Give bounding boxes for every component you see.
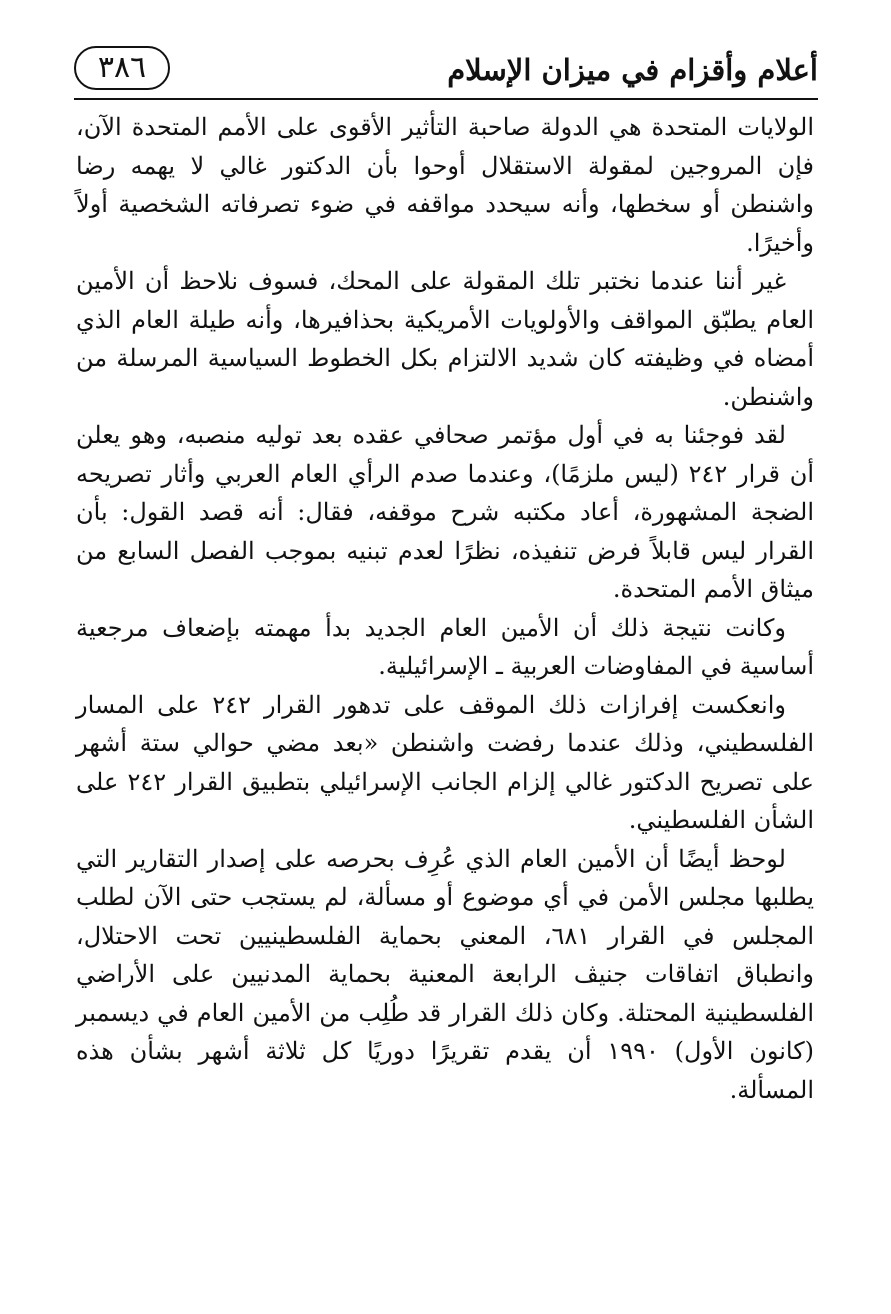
paragraph-3: لقد فوجئنا به في أول مؤتمر صحافي عقده بعد توليه منصبه، وهو يعلن أن قرار ٢٤٢ (ليس ملزمًا)، وعندما صدم الرأي العام العربي وأثار تصريحه الضجة المشهورة، أعاد مكتبه شرح موقفه، فقال: أنه قصد القول: بأن القرار ليس قابلاً فرض تنفيذه، نظرًا لعدم تبنيه بموجب الفصل السابع من ميثاق الأمم المتحدة. — [76, 421, 814, 603]
header-divider — [74, 98, 818, 100]
paragraph-2: غير أننا عندما نختبر تلك المقولة على المحك، فسوف نلاحظ أن الأمين العام يطبّق المواقف والأولويات الأمريكية بحذافيرها، وأنه طيلة العام الذي أمضاه في وظيفته كان شديد الالتزام بكل الخطوط السياسية المرسلة من واشنطن. — [76, 267, 814, 411]
paragraph-1: الولايات المتحدة هي الدولة صاحبة التأثير الأقوى على الأمم المتحدة الآن، فإن المروجين لمقولة الاستقلال أوحوا بأن الدكتور غالي لا يهمه رضا واشنطن أو سخطها، وأنه سيحدد مواقفه في ضوء تصرفاته الشخصية أولاً وأخيرًا. — [76, 113, 814, 257]
running-title: أعلام وأقزام في ميزان الإسلام — [447, 53, 818, 87]
paragraph-5: وانعكست إفرازات ذلك الموقف على تدهور القرار ٢٤٢ على المسار الفلسطيني، وذلك عندما رفضت واشنطن «بعد مضي حوالي ستة أشهر على تصريح الدكتور غالي إلزام الجانب الإسرائيلي بتطبيق القرار ٢٤٢ على الشأن الفلسطيني. — [76, 690, 814, 834]
paragraph-4: وكانت نتيجة ذلك أن الأمين العام الجديد بدأ مهمته بإضعاف مرجعية أساسية في المفاوضات العربية ـ الإسرائيلية. — [76, 613, 814, 680]
page-number-badge — [74, 46, 170, 90]
page-header — [74, 44, 818, 102]
body-text — [76, 108, 814, 1109]
page-number: ٣٨٦ — [97, 50, 147, 85]
paragraph-6: لوحظ أيضًا أن الأمين العام الذي عُرِف بحرصه على إصدار التقارير التي يطلبها مجلس الأمن في أي موضوع أو مسألة، لم يستجب حتى الآن لطلب المجلس في القرار ٦٨١، المعني بحماية الفلسطينيين تحت الاحتلال، وانطباق اتفاقات جنيڤ الرابعة المعنية بحماية المدنيين على الأراضي الفلسطينية المحتلة. وكان ذلك القرار قد طُلِب من الأمين العام في ديسمبر (كانون الأول) ١٩٩٠ أن يقدم تقريرًا دوريًا كل ثلاثة أشهر بشأن هذه المسألة. — [76, 844, 815, 1104]
